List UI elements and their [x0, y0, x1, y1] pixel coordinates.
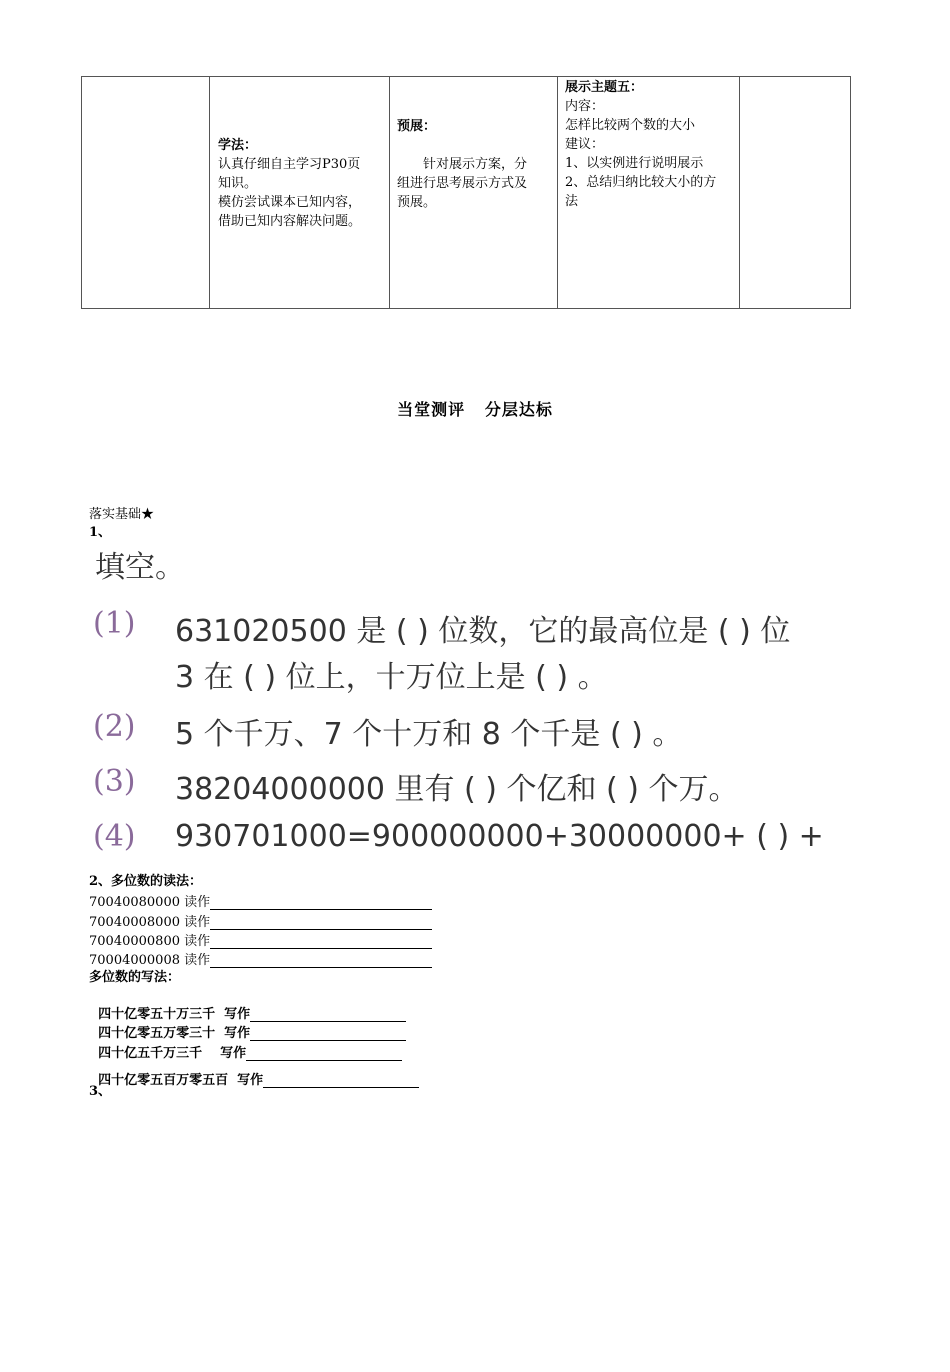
fill-title: 填空。 [95, 550, 185, 585]
topic-cell [565, 78, 737, 211]
fill-item-3 [93, 764, 136, 799]
write-item-text: 四十亿零五百万零五百 写作 [98, 1073, 264, 1088]
answer-blank[interactable] [210, 897, 432, 910]
question-1-label: 1、 [89, 525, 112, 540]
table-divider [739, 77, 740, 308]
read-item-text: 70040000800 读作 [89, 934, 211, 949]
read-item [89, 911, 432, 930]
study-method-heading: 学法： [218, 138, 258, 153]
preview-line: 组进行思考展示方式及 [397, 176, 528, 191]
read-item-text: 70040008000 读作 [89, 915, 211, 930]
table-divider [389, 77, 390, 308]
answer-blank[interactable] [263, 1075, 419, 1088]
table-divider [209, 77, 210, 308]
topic-line: 1、以实例进行说明展示 [565, 156, 704, 171]
study-method-line: 知识。 [218, 176, 258, 191]
answer-blank[interactable] [210, 936, 432, 949]
preview-line: 预展。 [397, 195, 437, 210]
foundation-label: 落实基础★ [89, 507, 155, 522]
fill-item-4-text: 930701000=900000000+30000000+ ( ) + [175, 819, 824, 854]
fill-item-2-text: 5 个千万、7 个十万和 8 个千是 ( ) 。 [175, 717, 683, 752]
section-title: 当堂测评 分层达标 [397, 400, 553, 419]
item-number: (1) [93, 606, 136, 641]
write-item [89, 1054, 419, 1088]
q2-write-label: 多位数的写法： [89, 970, 181, 985]
answer-blank[interactable] [210, 955, 432, 968]
preview-cell [397, 117, 555, 212]
topic-line: 法 [565, 194, 579, 209]
table-divider [557, 77, 558, 308]
preview-line: 针对展示方案，分 [423, 157, 528, 172]
read-item [89, 949, 432, 968]
study-method-line: 认真仔细自主学习P30页 [218, 157, 361, 172]
topic-line: 2、总结归纳比较大小的方 [565, 175, 717, 190]
fill-item-1-cont: 3 在 ( ) 位上，十万位上是 ( ) 。 [175, 660, 608, 695]
fill-item-4 [93, 819, 136, 854]
question-3-label: 3、 [89, 1084, 112, 1099]
read-item [89, 891, 432, 910]
fill-item-2 [93, 709, 136, 744]
fill-item-1 [93, 606, 136, 641]
write-item-text: 四十亿零五十万三千 写作 [98, 1007, 251, 1022]
read-item-text: 70004000008 读作 [89, 953, 211, 968]
write-item-text: 四十亿五千万三千 写作 [98, 1046, 247, 1061]
topic-line: 内容： [565, 99, 605, 114]
study-method-line: 模仿尝试课本已知内容， [218, 195, 362, 210]
fill-item-1-text: 631020500 是 ( ) 位数，它的最高位是 ( ) 位 [175, 614, 791, 649]
fill-item-3-text: 38204000000 里有 ( ) 个亿和 ( ) 个万。 [175, 772, 739, 807]
study-method-line: 借助已知内容解决问题。 [218, 214, 362, 229]
item-number: (2) [93, 709, 136, 744]
item-number: (3) [93, 764, 136, 799]
read-item [89, 930, 432, 949]
item-number: (4) [93, 819, 136, 854]
study-method-cell [218, 136, 386, 231]
preview-heading: 预展： [397, 119, 437, 134]
topic-line: 怎样比较两个数的大小 [565, 118, 696, 133]
q2-read-label: 2、多位数的读法： [89, 874, 203, 889]
topic-heading: 展示主题五： [565, 80, 644, 95]
write-item-text: 四十亿零五万零三十 写作 [98, 1026, 251, 1041]
answer-blank[interactable] [210, 917, 432, 930]
read-item-text: 70040080000 读作 [89, 895, 211, 910]
topic-line: 建议： [565, 137, 605, 152]
